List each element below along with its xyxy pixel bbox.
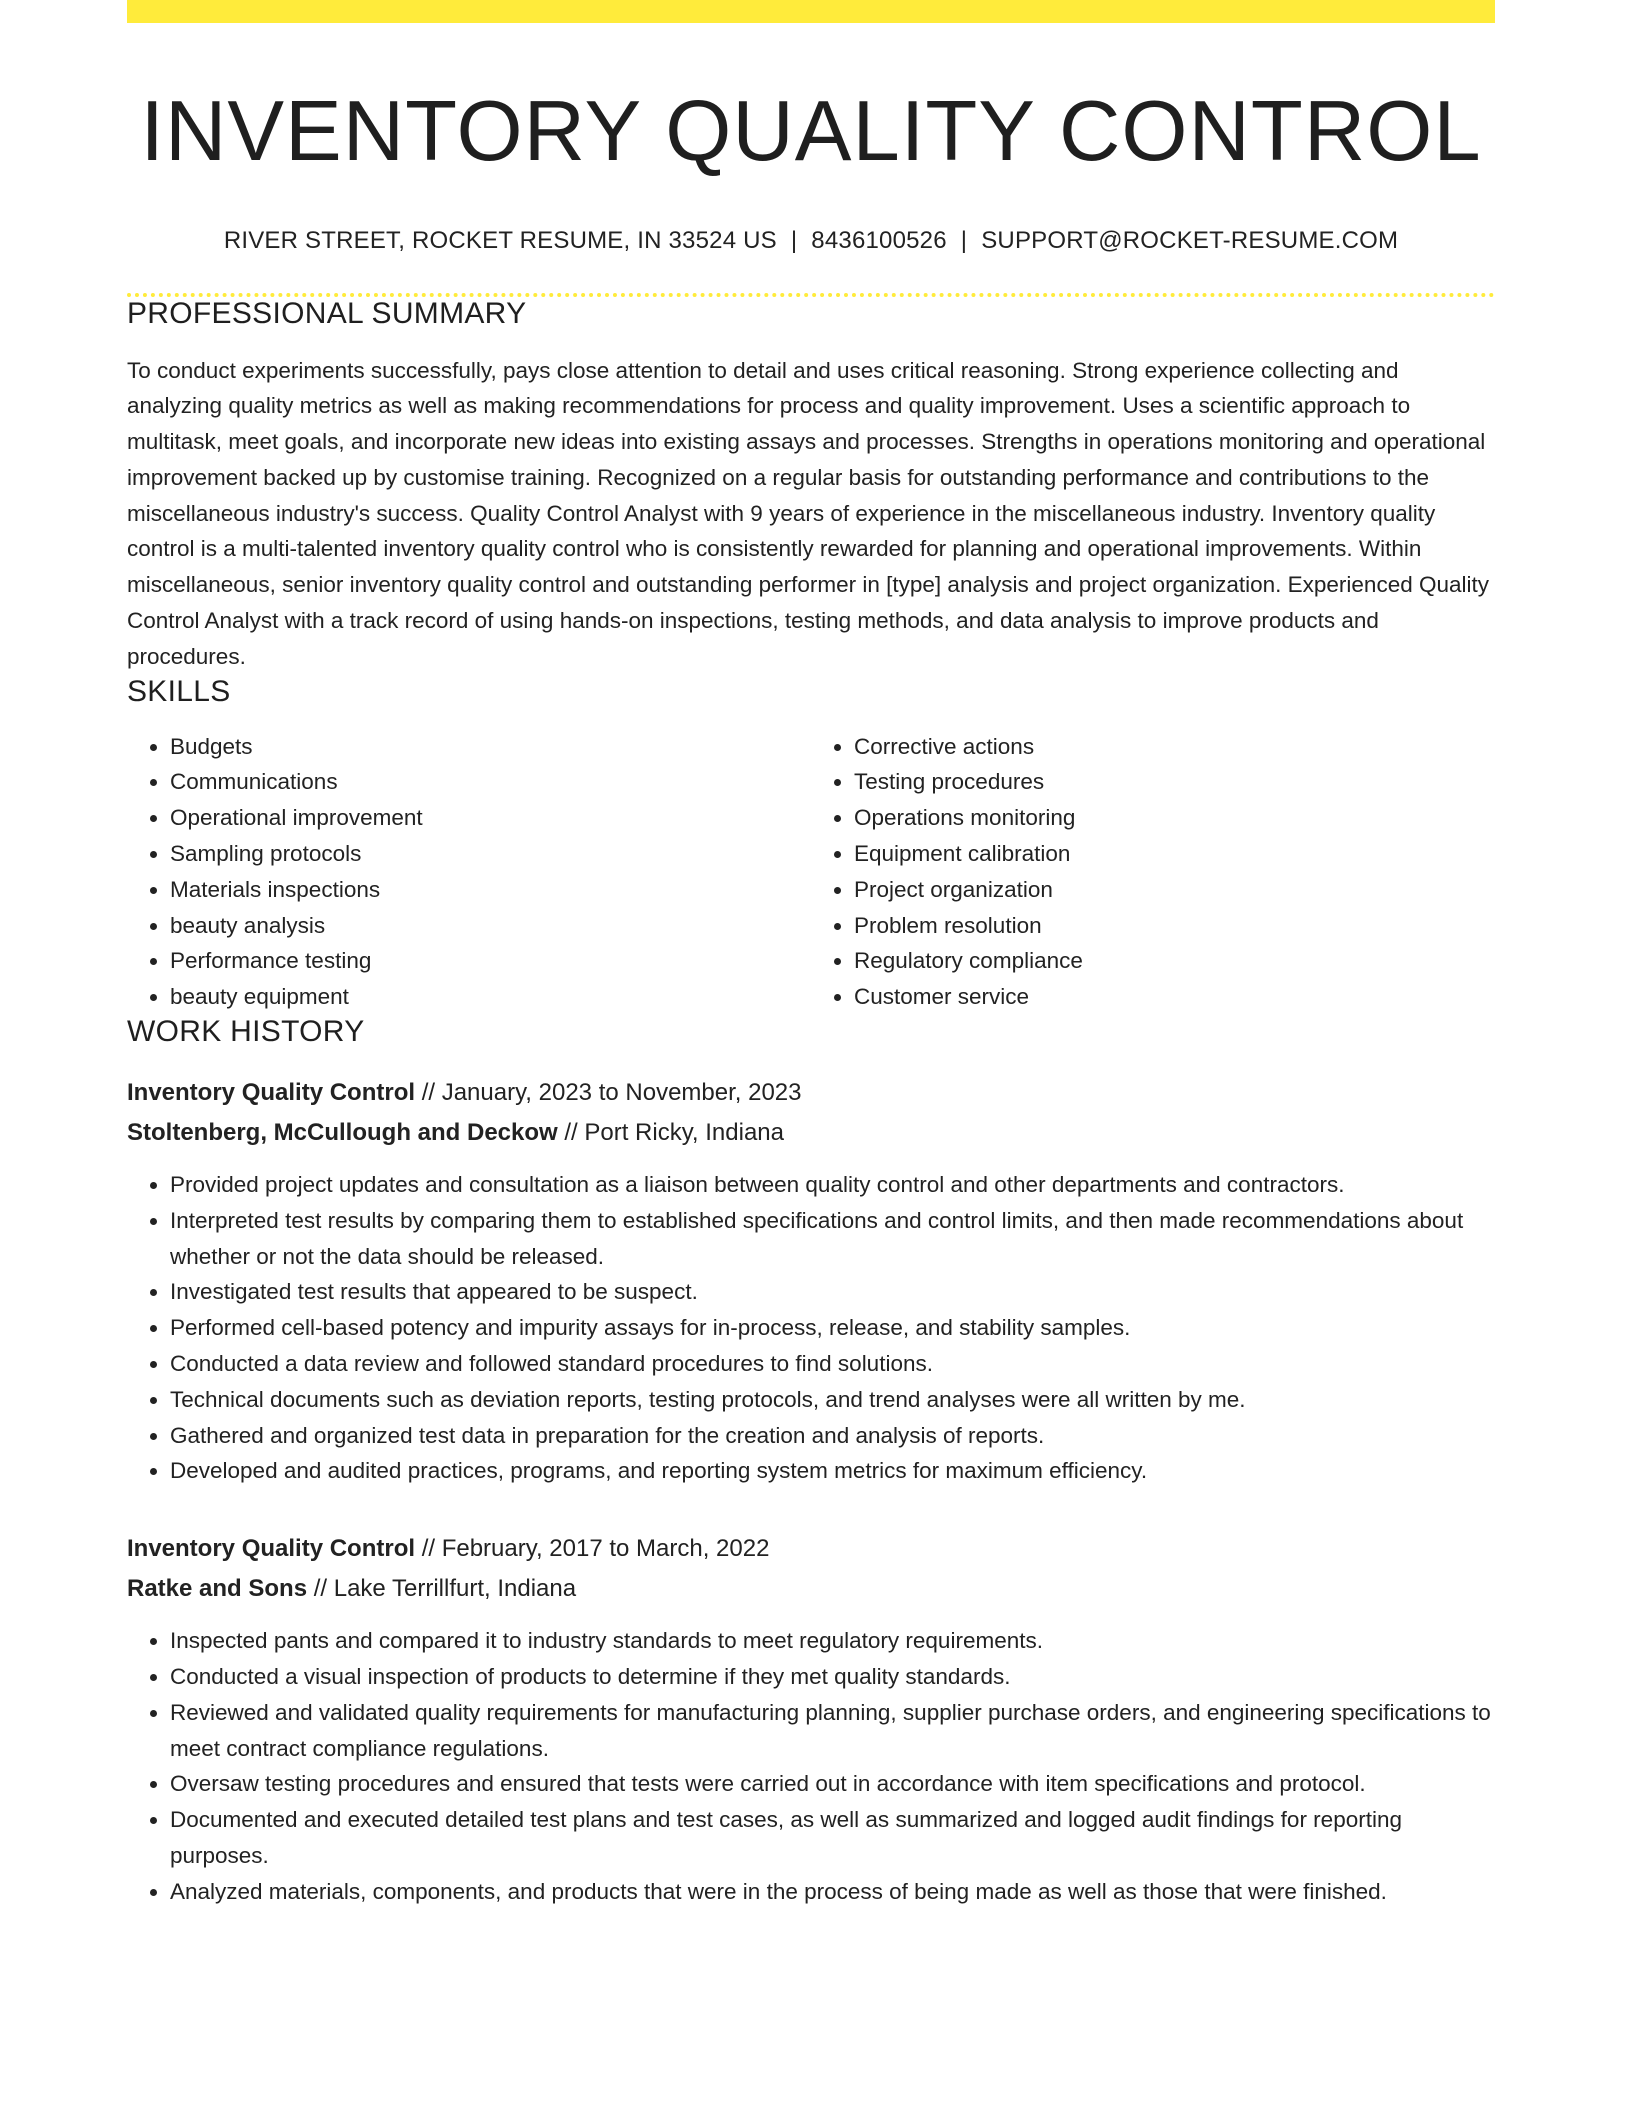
skills-grid bbox=[127, 729, 1495, 1015]
skill-item: • Customer service bbox=[854, 979, 1495, 1015]
skill-item: • Sampling protocols bbox=[170, 836, 811, 872]
job-title-line bbox=[127, 1073, 1495, 1113]
job-role: Inventory Quality Control bbox=[127, 1535, 416, 1563]
contact-separator: | bbox=[790, 226, 798, 254]
skill-item: • Problem resolution bbox=[854, 908, 1495, 944]
contact-phone: 8436100526 bbox=[811, 226, 947, 254]
contact-line bbox=[127, 227, 1495, 255]
skills-section-title: SKILLS bbox=[127, 674, 231, 708]
skills-list-left bbox=[127, 729, 811, 1015]
job-bullet: • Provided project updates and consultation as a liaison between quality control and other departments and contractors. bbox=[170, 1167, 1495, 1203]
skill-item: • Regulatory compliance bbox=[854, 943, 1495, 979]
job-bullet: • Reviewed and validated quality requirements for manufacturing planning, supplier purchase orders, and engineering specifications to meet contract compliance regulations. bbox=[170, 1695, 1495, 1767]
job-bullet: • Conducted a data review and followed standard procedures to find solutions. bbox=[170, 1346, 1495, 1382]
skill-item: • Operations monitoring bbox=[854, 800, 1495, 836]
resume-name-heading: INVENTORY QUALITY CONTROL bbox=[140, 84, 1482, 179]
job-location: // Port Ricky, Indiana bbox=[557, 1119, 784, 1147]
job-bullet-list bbox=[127, 1167, 1495, 1489]
job-dates: // January, 2023 to November, 2023 bbox=[415, 1079, 802, 1107]
contact-address: RIVER STREET, ROCKET RESUME, IN 33524 US bbox=[223, 226, 777, 254]
job-bullet: • Developed and audited practices, programs, and reporting system metrics for maximum efficiency. bbox=[170, 1453, 1495, 1489]
job-bullet: • Inspected pants and compared it to industry standards to meet regulatory requirements. bbox=[170, 1623, 1495, 1659]
job-bullet-list bbox=[127, 1623, 1495, 1909]
work-history-section-title: WORK HISTORY bbox=[127, 1015, 365, 1049]
contact-email: SUPPORT@ROCKET-RESUME.COM bbox=[981, 226, 1399, 254]
job-bullet: • Analyzed materials, components, and products that were in the process of being made as well as those that were finished. bbox=[170, 1874, 1495, 1910]
summary-paragraph: To conduct experiments successfully, pays close attention to detail and uses critical reasoning. Strong experience collecting and analyzing quality metrics as well as making recommendations for process and quality improvement. Uses a scientific approach to multitask, meet goals, and incorporate new ideas into existing assays and processes. Strengths in operations monitoring and operational improvement backed up by customise training. Recognized on a regular basis for outstanding performance and contributions to the miscellaneous industry's success. Quality Control Analyst with 9 years of experience in the miscellaneous industry. Inventory quality control is a multi-talented inventory quality control who is consistently rewarded for planning and operational improvements. Within miscellaneous, senior inventory quality control and outstanding performer in [type] analysis and project organization. Experienced Quality Control Analyst with a track record of using hands-on inspections, testing methods, and data analysis to improve products and procedures. bbox=[127, 357, 1489, 669]
skill-item: • Budgets bbox=[170, 729, 811, 765]
job-dates: // February, 2017 to March, 2022 bbox=[415, 1535, 770, 1563]
skill-item: • Performance testing bbox=[170, 943, 811, 979]
job-company-line bbox=[127, 1569, 1495, 1609]
summary-section-title: PROFESSIONAL SUMMARY bbox=[127, 296, 527, 330]
skill-item: • beauty equipment bbox=[170, 979, 811, 1015]
resume-page bbox=[127, 0, 1495, 1910]
job-bullet: • Technical documents such as deviation reports, testing protocols, and trend analyses were all written by me. bbox=[170, 1382, 1495, 1418]
job-entry bbox=[127, 1073, 1495, 1489]
job-bullet: • Conducted a visual inspection of products to determine if they met quality standards. bbox=[170, 1659, 1495, 1695]
skill-item: • Operational improvement bbox=[170, 800, 811, 836]
job-bullet: • Performed cell-based potency and impurity assays for in-process, release, and stability samples. bbox=[170, 1310, 1495, 1346]
skills-list-right bbox=[811, 729, 1495, 1015]
skill-item: • Materials inspections bbox=[170, 872, 811, 908]
skill-item: • Testing procedures bbox=[854, 764, 1495, 800]
job-company-line bbox=[127, 1113, 1495, 1153]
job-bullet: • Interpreted test results by comparing them to established specifications and control limits, and then made recommendations about whether or not the data should be released. bbox=[170, 1203, 1495, 1275]
job-bullet: • Gathered and organized test data in preparation for the creation and analysis of reports. bbox=[170, 1418, 1495, 1454]
job-bullet: • Oversaw testing procedures and ensured that tests were carried out in accordance with item specifications and protocol. bbox=[170, 1766, 1495, 1802]
job-bullet: • Documented and executed detailed test plans and test cases, as well as summarized and logged audit findings for reporting purposes. bbox=[170, 1802, 1495, 1874]
job-title-line bbox=[127, 1529, 1495, 1569]
contact-separator: | bbox=[960, 226, 968, 254]
skill-item: • Project organization bbox=[854, 872, 1495, 908]
skill-item: • Communications bbox=[170, 764, 811, 800]
accent-top-bar bbox=[127, 0, 1495, 23]
skill-item: • Corrective actions bbox=[854, 729, 1495, 765]
skill-item: • Equipment calibration bbox=[854, 836, 1495, 872]
job-location: // Lake Terrillfurt, Indiana bbox=[307, 1575, 577, 1603]
job-role: Inventory Quality Control bbox=[127, 1079, 416, 1107]
skill-item: • beauty analysis bbox=[170, 908, 811, 944]
job-entry bbox=[127, 1529, 1495, 1909]
job-company: Stoltenberg, McCullough and Deckow bbox=[127, 1119, 558, 1147]
job-company: Ratke and Sons bbox=[127, 1575, 308, 1603]
job-bullet: • Investigated test results that appeared to be suspect. bbox=[170, 1274, 1495, 1310]
